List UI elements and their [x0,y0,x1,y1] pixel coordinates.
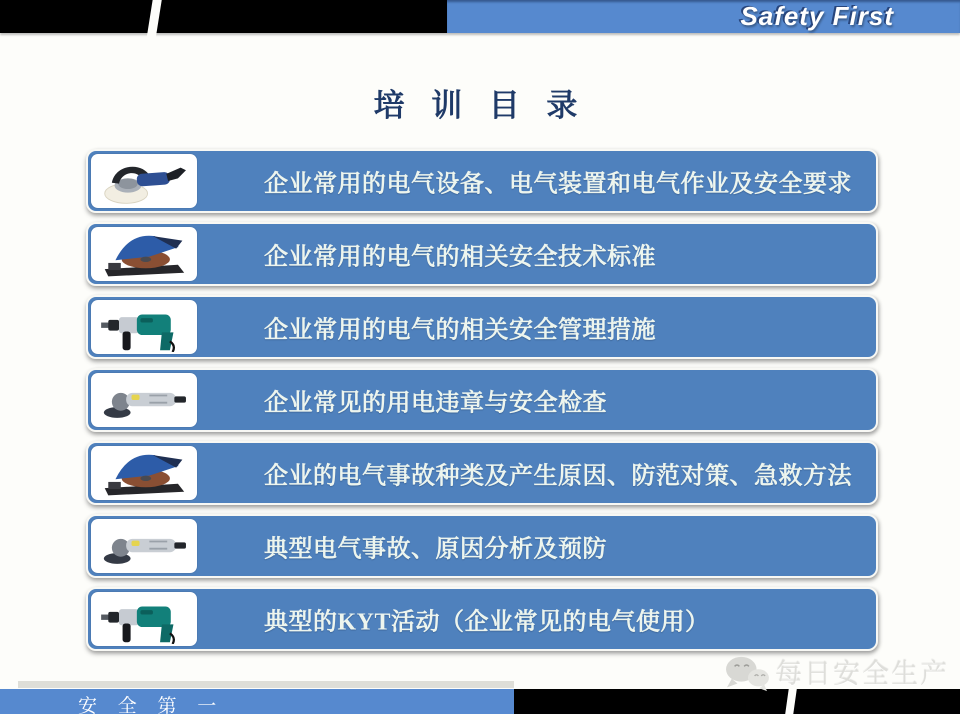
toc-row[interactable] [86,587,878,651]
chopsaw-icon [95,229,193,279]
watermark-logo [722,654,949,694]
toc-row-label: 企业常见的用电违章与安全检查 [264,390,607,417]
toc-row-label: 企业常用的电气的相关安全技术标准 [264,244,656,271]
tool-image-box [91,373,197,427]
header-band [0,0,960,33]
page-title: 培 训 目 录 [373,88,587,123]
toc-row[interactable] [86,441,878,505]
toc-row[interactable] [86,295,878,359]
tool-image-box [91,592,197,646]
drill-icon [95,594,193,644]
grinder-icon [95,521,193,571]
tool-image-box [91,519,197,573]
header-black-band [0,0,447,33]
tool-image-box [91,227,197,281]
toc-row-label: 典型电气事故、原因分析及预防 [264,536,607,563]
drill-icon [95,302,193,352]
footer-shadow [18,681,514,688]
tool-image-box [91,446,197,500]
brand-text: Safety First [740,1,894,31]
toc-row[interactable] [86,368,878,432]
toc-row[interactable] [86,514,878,578]
wechat-icon [722,654,772,694]
toc-row[interactable] [86,149,878,213]
grinder-icon [95,375,193,425]
toc-row-label: 典型的KYT活动（企业常见的电气使用） [264,609,710,636]
toc-list [86,149,878,660]
watermark-text: 每日安全生产 [775,659,949,689]
footer-slogan: 安 全 第 一 [78,696,225,717]
chopsaw-icon [95,448,193,498]
tool-image-box [91,154,197,208]
tool-image-box [91,300,197,354]
toc-row[interactable] [86,222,878,286]
toc-row-label: 企业的电气事故种类及产生原因、防范对策、急救方法 [264,463,852,490]
polisher-icon [95,156,193,206]
toc-row-label: 企业常用的电气的相关安全管理措施 [264,317,656,344]
toc-row-label: 企业常用的电气设备、电气装置和电气作业及安全要求 [264,171,852,198]
